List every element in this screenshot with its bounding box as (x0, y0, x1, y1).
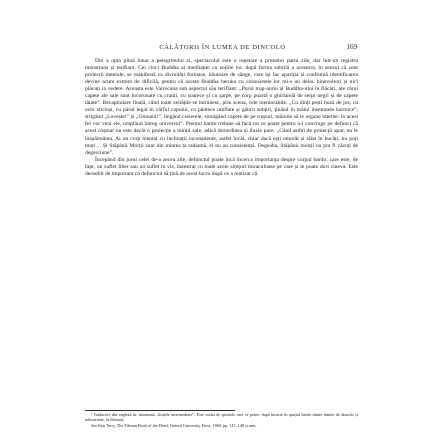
paragraph: Din a opta plină lunar a pelegrinului zi, spectacolul este o repetare a primelor patru zile, dar într-un registru monstruos și terifiant. Cei cinci Buddha ai meditației cu soțiile lor, după forma subtilă a acestora, în sensul că sunt proiecții mentale, se manifestă ca divinități furioase, băutoare de sânge, care își fac apariția și confruntă identificarea devine acum extrem de dificilă, pentru că aceste Buddha heruka cu consoartele lor mi-s un deloc binevoitori și nici plăcuți la vedere. Aceasta este Vairocana sub aspectul său terifiant: „Purul trup-auriu al Buddha-ului în flăcări, ale cărui capete ale sale sunt încoronate cu cranii, cu șoarece și cu șarpe, pe corp poartă o ghirlandă de serpi negri și de capete tăiate”. Recapitulare finală, când toate zeitățile se întrunesc, prin scena, cele memorabile. „Cu dinți pești buză de jos, cu ochi sticloși, cu părul legat în vârful capului, cu pântece umflate și gâturi subțiri, ținând în mâini însemnele karmice”, strigând „Lovește!” și „Omoară!”, lingând creierele, smulgând capete de pe trupuri, mâinile să le organe interne: în acest fel vor veni ele, umplând întreg universul”. Preotul bardo trebuie să facă tot ce poate pentru a-l convinge pe defunct că acest coșmar nu este decât o proiecție a minții sale, adică dezordinea și iluzie pure. „Când astfel de proiecții apar, nu te înspăimânta. Ai un corp mental cu înclinații inconștiente, astfel încât, chiar dacă ești omorât și tăiat în bucăți, nu poți muri… Și Stăpânii Morții sunt din mintea ta radiantă, ei nu au consistență. Degeaba, Stăpânii morții nu pot fi văzuți de degerciune”. (85, 58, 358, 156)
running-head: CÂLĂTORII ÎN LUMEA DE DINCOLO (159, 44, 286, 51)
paragraph: Începând din jurul celei de-a zecea zile, defunctul poate încă încerca importanța despre corpul bardo, care este, de fapt, un suflet liber sau un suflet în vis, înzestrat cu toate acele simțuri miraculoase pe care și le poate dori cineva. Este deosebit de important ca defunctul să țină de acest lucru după ce a realizat că (85, 156, 358, 177)
footnotes (85, 412, 358, 429)
page-number: 169 (346, 43, 357, 51)
footnote-rule (85, 410, 235, 411)
footnote-source: See Ken Terry, The Tibetan Book of the Dead, Oxford University Press, 1960, pp. 147–148 și urm. (91, 423, 257, 429)
footnote: ¹ Traducere din engleză în: înseamnă „ființele intermediare”. Este vorba de spiritele care se petrec după moarte în spațiul bardo dintre lumile de dincolo și reîncarnare, în tibetană. (85, 412, 358, 423)
body-text (85, 58, 358, 178)
